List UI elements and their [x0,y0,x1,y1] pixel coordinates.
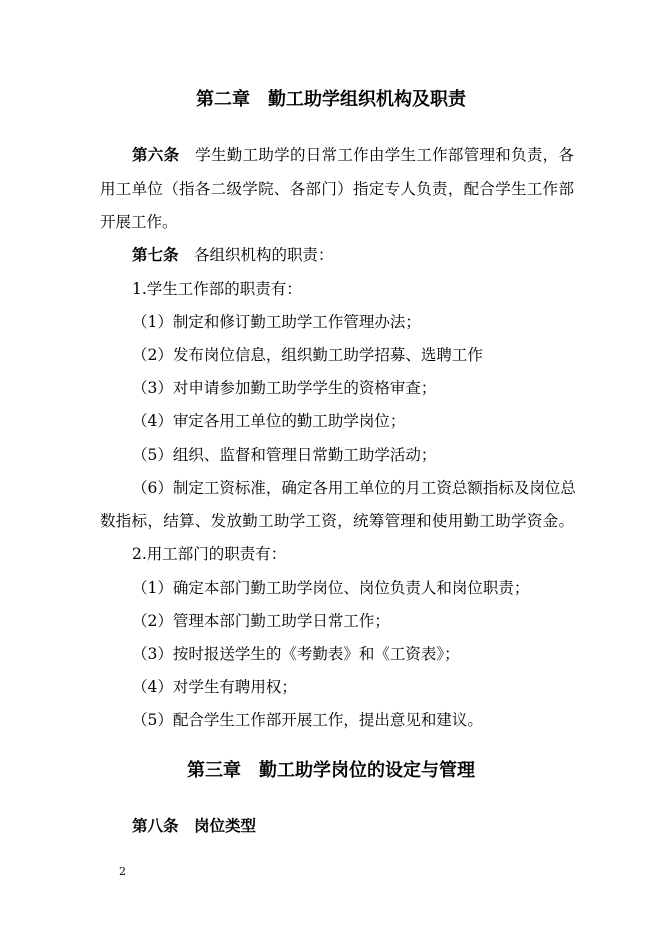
article-7-label: 第七条 [132,245,179,264]
chapter-3-title: 第三章 勤工助学岗位的设定与管理 [187,760,475,781]
section-1-item-4: （4）审定各用工单位的勤工助学岗位； [132,412,406,430]
article-8-text: 岗位类型 [178,816,257,835]
article-7-line [132,244,334,266]
section-1-item-6-line-2: 数指标，结算、发放勤工助学工资，统筹管理和使用勤工助学资金。 [100,512,574,530]
section-2-item-1: （1）确定本部门勤工助学岗位、岗位负责人和岗位职责； [132,579,530,597]
section-1-item-6-line-1: （6）制定工资标准，确定各用工单位的月工资总额指标及岗位总 [132,479,576,497]
section-2-heading: 2.用工部门的职责有： [132,545,287,563]
section-2-item-5: （5）配合学生工作部开展工作，提出意见和建议。 [132,711,483,729]
section-2-item-3: （3）按时报送学生的《考勤表》和《工资表》； [132,645,460,663]
article-6-line-3: 开展工作。 [100,213,178,231]
section-1-item-5: （5）组织、监督和管理日常勤工助学活动； [132,446,437,464]
section-1-item-1: （1）制定和修订勤工助学工作管理办法； [132,313,421,331]
page-number: 2 [119,865,126,878]
article-7-text: 各组织机构的职责： [178,246,334,264]
article-6-line-2: 用工单位（指各二级学院、各部门）指定专人负责，配合学生工作部 [100,180,574,198]
chapter-2-title: 第二章 勤工助学组织机构及职责 [196,89,466,110]
section-1-item-2: （2）发布岗位信息，组织勤工助学招募、选聘工作 [132,346,483,364]
article-8-line [132,815,256,837]
section-1-heading: 1.学生工作部的职责有： [132,280,302,298]
section-2-item-4: （4）对学生有聘用权； [132,678,297,696]
section-2-item-2: （2）管理本部门勤工助学日常工作； [132,612,390,630]
article-6-text-1: 学生勤工助学的日常工作由学生工作部管理和负责，各 [179,146,574,164]
article-8-label: 第八条 [132,816,179,835]
article-6-line-1 [132,144,574,166]
article-6-label: 第六条 [132,145,180,164]
section-1-item-3: （3）对申请参加勤工助学学生的资格审查； [132,379,437,397]
